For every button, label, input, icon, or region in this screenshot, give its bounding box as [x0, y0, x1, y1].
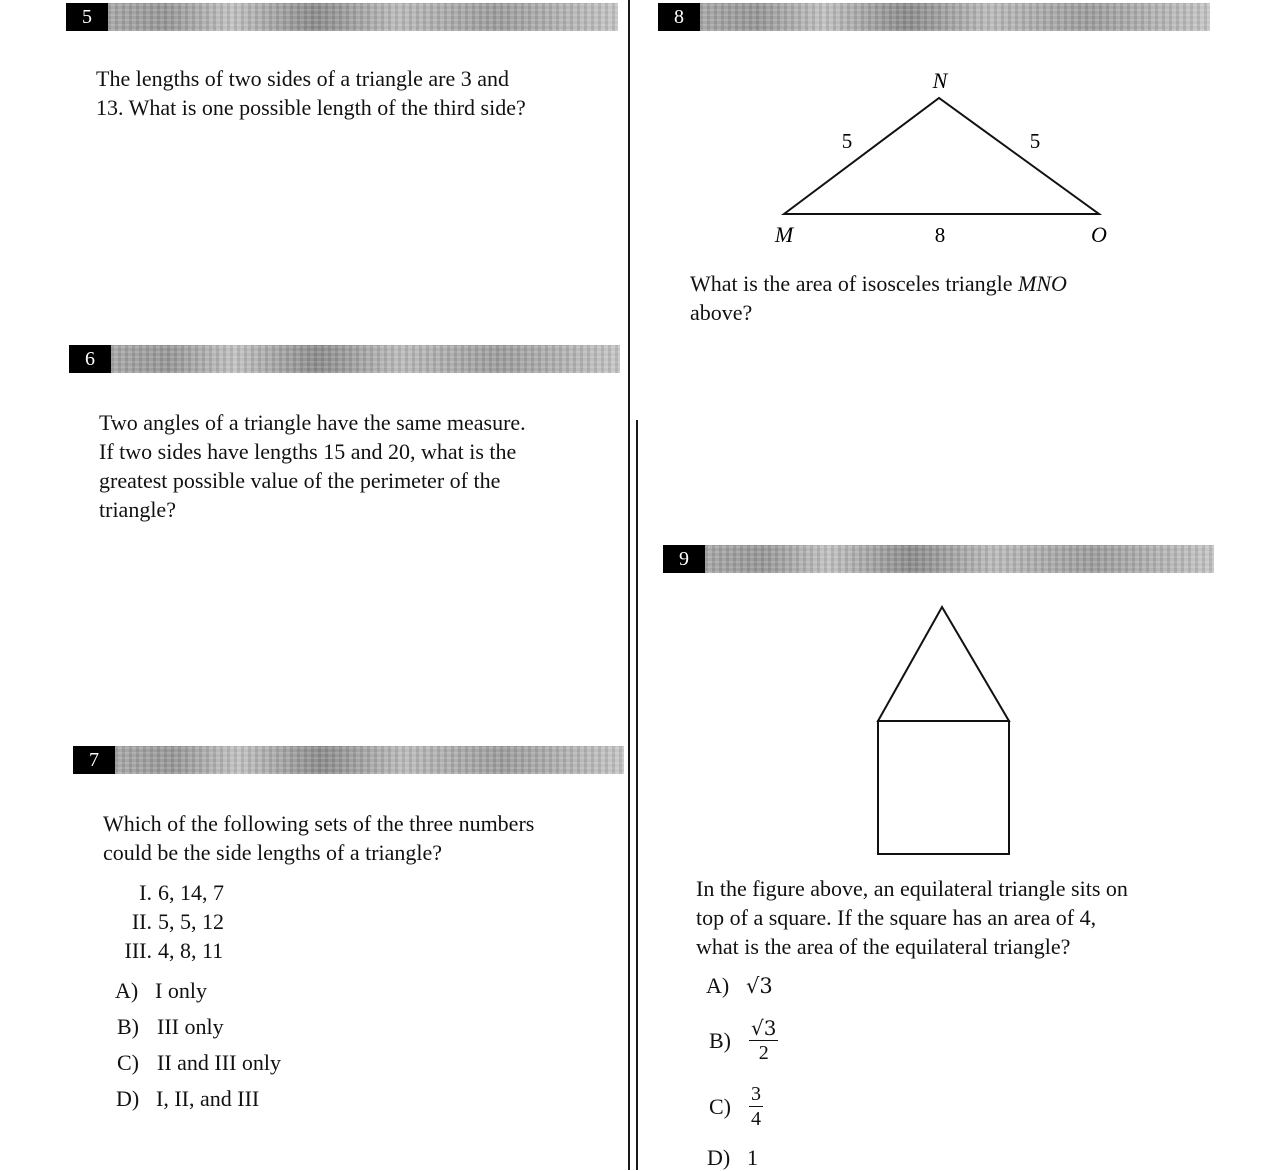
- question-text-line: 13. What is one possible length of the third side?: [96, 95, 526, 120]
- equilateral-triangle: [878, 607, 1009, 721]
- vertex-label-o: O: [1091, 222, 1107, 247]
- question-6-text: [99, 408, 526, 524]
- question-7-header: [73, 746, 624, 774]
- question-6-header: [69, 345, 620, 373]
- question-7-text: [103, 809, 534, 867]
- choice-label: D): [707, 1145, 731, 1170]
- answer-choice-a[interactable]: [115, 978, 207, 1004]
- question-text-line: greatest possible value of the perimeter of the: [99, 468, 501, 493]
- answer-choice-d[interactable]: [116, 1086, 259, 1112]
- answer-choice-b[interactable]: [117, 1014, 224, 1040]
- roman-numeral: I.: [139, 880, 152, 905]
- question-number: 7: [73, 746, 115, 774]
- question-number: 6: [69, 345, 111, 373]
- side-label-no: 5: [1029, 129, 1041, 153]
- answer-choice-b[interactable]: [709, 1016, 778, 1065]
- question-text-line: could be the side lengths of a triangle?: [103, 840, 443, 865]
- choice-text: I only: [155, 978, 207, 1003]
- choice-label: A): [115, 978, 139, 1003]
- triangle-outline: [784, 98, 1099, 214]
- question-5-header: [66, 3, 618, 31]
- choice-text: II and III only: [157, 1050, 282, 1075]
- question-8-text: [690, 269, 1067, 327]
- question-text-line: In the figure above, an equilateral triangle sits on: [696, 876, 1128, 901]
- column-divider: [628, 0, 630, 1170]
- fraction-denominator: 4: [751, 1108, 761, 1130]
- roman-item: [112, 878, 312, 907]
- question-number: 9: [663, 545, 705, 573]
- answer-choice-d[interactable]: [707, 1145, 758, 1171]
- choice-text: III only: [157, 1014, 224, 1039]
- question-text-line: If two sides have lengths 15 and 20, what is the: [99, 439, 517, 464]
- choice-label: C): [117, 1050, 139, 1075]
- side-label-mo: 8: [934, 223, 946, 247]
- column-divider-lower: [636, 420, 638, 1170]
- question-number: 8: [658, 3, 700, 31]
- question-9-text: [696, 874, 1128, 961]
- choice-text: √3: [746, 974, 773, 998]
- question-text-line: The lengths of two sides of a triangle are 3 and: [96, 66, 509, 91]
- side-label-mn: 5: [841, 129, 853, 153]
- choice-text: I, II, and III: [156, 1086, 260, 1111]
- fraction-denominator: 2: [758, 1042, 769, 1064]
- question-text-line: above?: [690, 300, 753, 325]
- fraction-numerator: 3: [751, 1083, 761, 1105]
- choice-label: D): [116, 1086, 140, 1111]
- roman-numeral: III.: [124, 938, 152, 963]
- fraction: [749, 1016, 778, 1065]
- choice-label: B): [117, 1014, 139, 1039]
- question-9-header: [663, 545, 1214, 573]
- roman-value: 4, 8, 11: [158, 938, 224, 963]
- triangle-name: MNO: [1018, 271, 1067, 296]
- question-text-line: what is the area of the equilateral triangle?: [696, 934, 1071, 959]
- vertex-label-n: N: [932, 68, 948, 93]
- choice-text: 1: [747, 1145, 758, 1170]
- choice-label: A): [706, 973, 730, 998]
- answer-choice-a[interactable]: [706, 973, 773, 999]
- fraction: [749, 1082, 763, 1131]
- triangle-mno-figure: [760, 60, 1130, 260]
- fraction-numerator: √3: [751, 1016, 777, 1040]
- question-text-line: Which of the following sets of the three numbers: [103, 811, 535, 836]
- answer-choice-c[interactable]: [117, 1050, 281, 1076]
- roman-numeral: II.: [131, 909, 152, 934]
- answer-choice-c[interactable]: [709, 1082, 763, 1131]
- roman-item: [112, 907, 312, 936]
- square: [878, 721, 1009, 854]
- question-text-line: Two angles of a triangle have the same measure.: [99, 410, 526, 435]
- choice-label: C): [709, 1093, 731, 1119]
- question-text-line: [690, 269, 1067, 298]
- question-text-line: top of a square. If the square has an area of 4,: [696, 905, 1097, 930]
- question-text-span: What is the area of isosceles triangle: [690, 271, 1019, 296]
- question-8-header: [658, 3, 1210, 31]
- roman-item: [112, 936, 312, 965]
- roman-value: 6, 14, 7: [158, 880, 224, 905]
- roman-value: 5, 5, 12: [158, 909, 224, 934]
- question-5-text: [96, 64, 526, 122]
- vertex-label-m: M: [774, 222, 794, 247]
- question-text-line: triangle?: [99, 497, 176, 522]
- question-number: 5: [66, 3, 108, 31]
- roman-numeral-list: [112, 878, 312, 965]
- triangle-on-square-figure: [870, 600, 1020, 860]
- choice-label: B): [709, 1027, 731, 1053]
